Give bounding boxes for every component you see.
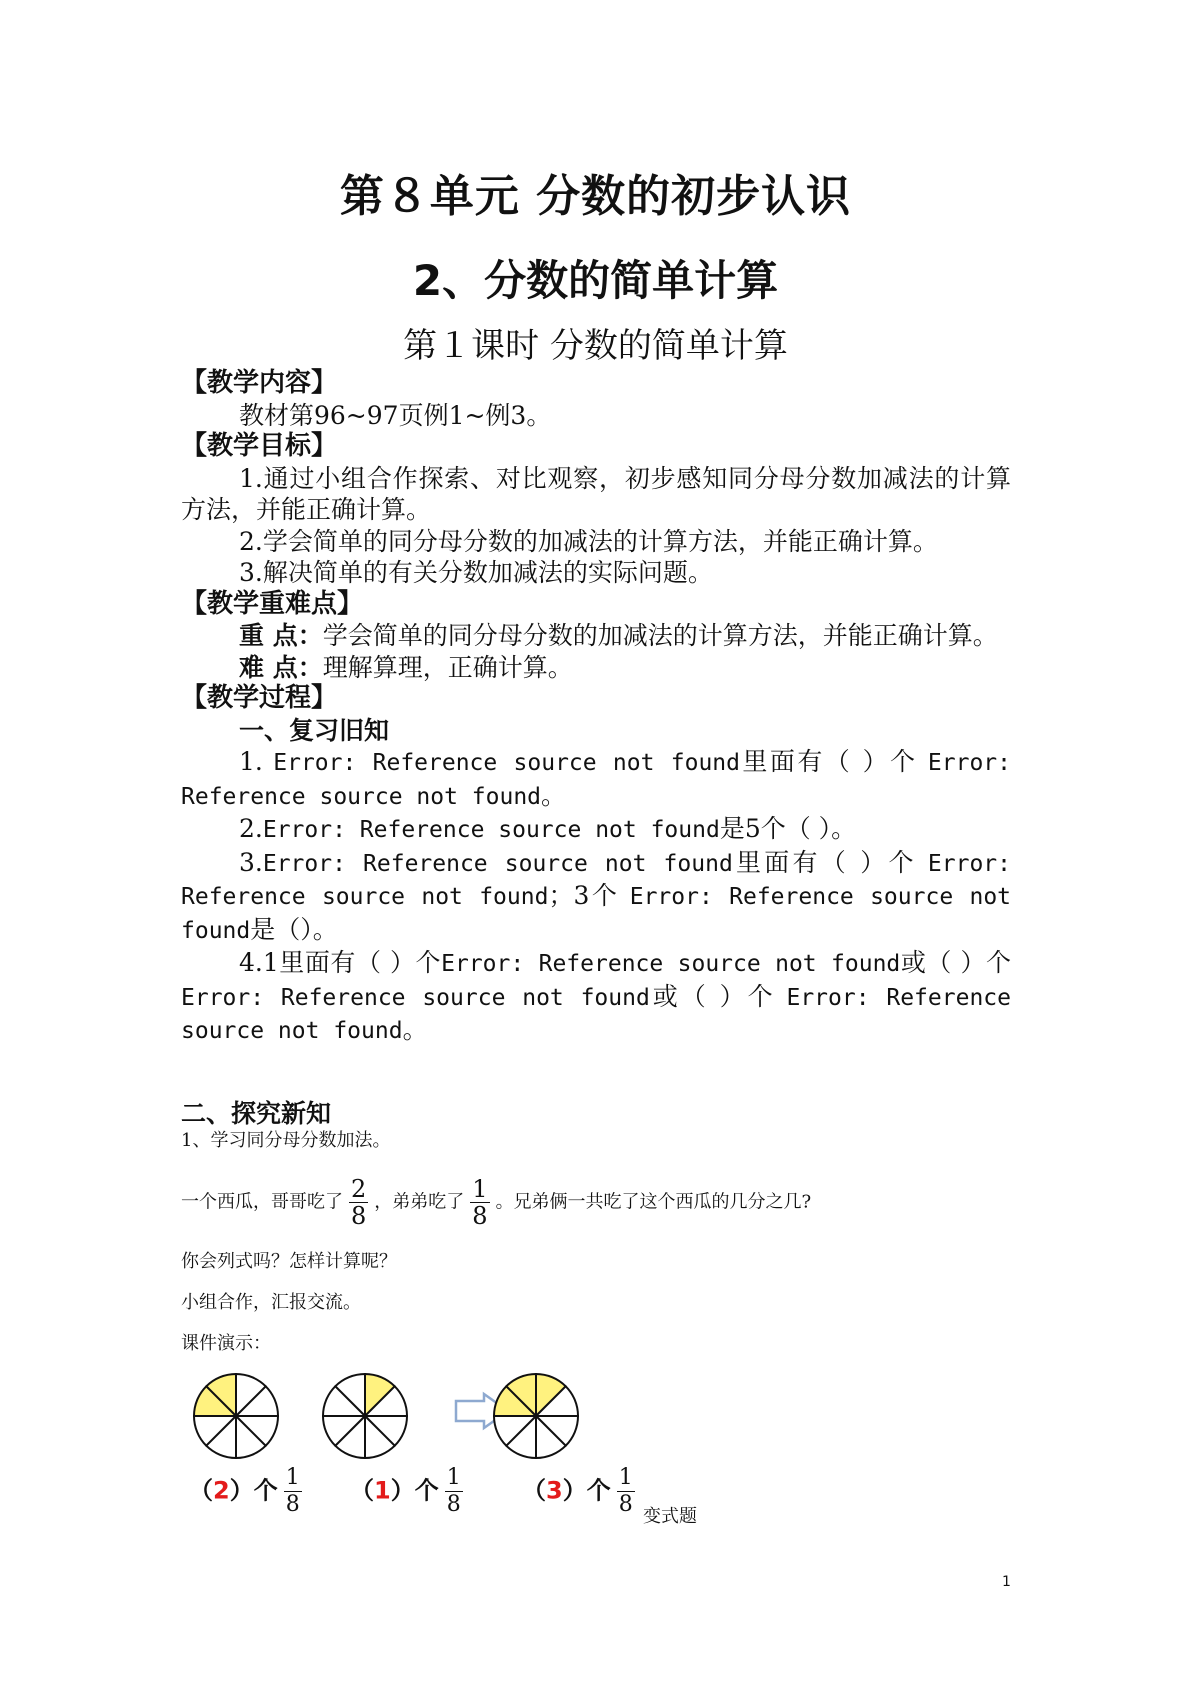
fraction-two-eighths xyxy=(349,1176,368,1229)
watermelon-question xyxy=(181,1176,811,1229)
numerator: 1 xyxy=(472,1175,488,1203)
error-text: Error: Reference source not found xyxy=(181,884,1012,944)
denominator: 8 xyxy=(446,1492,461,1517)
question-text: 。兄弟俩一共吃了这个西瓜的几分之几? xyxy=(495,1191,812,1213)
review-item-4 xyxy=(181,947,1011,1048)
unit-fraction xyxy=(284,1465,302,1518)
denominator: 8 xyxy=(351,1202,367,1230)
count-value: 3 xyxy=(546,1476,563,1505)
question-text: 一个西瓜，哥哥吃了 xyxy=(181,1191,343,1213)
count-label-1 xyxy=(189,1465,308,1518)
item-number: 3. xyxy=(239,847,263,877)
group-text: 小组合作，汇报交流。 xyxy=(181,1292,361,1313)
error-text: Error: Reference source not found xyxy=(181,984,650,1011)
item-text: 或（ ）个 xyxy=(900,948,1011,977)
item-text: 或（ ）个 xyxy=(649,981,776,1011)
key-text: 学会简单的同分母分数的加减法的计算方法，并能正确计算。 xyxy=(322,621,998,650)
item-text: 是（）。 xyxy=(250,914,338,944)
unit-title: 第８单元 分数的初步认识 xyxy=(339,171,852,222)
item-text: 。 xyxy=(402,1015,428,1044)
objective-item: 1.通过小组合作探索、对比观察，初步感知同分母分数加减法的计算方法，并能正确计算。 xyxy=(181,463,1011,524)
denominator: 8 xyxy=(472,1202,488,1230)
item-text: 是5个（ ）。 xyxy=(719,814,857,843)
review-item-2 xyxy=(181,813,1011,847)
review-heading: 一、复习旧知 xyxy=(239,715,390,745)
paren: ）个 xyxy=(229,1476,278,1505)
fraction-circle-three-eighths xyxy=(494,1374,578,1458)
key-label: 重 点： xyxy=(239,621,323,650)
count-value: 1 xyxy=(374,1476,391,1505)
denominator: 8 xyxy=(285,1492,300,1517)
item-text: 4.1里面有（ ）个 xyxy=(239,948,442,977)
numerator: 1 xyxy=(285,1465,300,1490)
paren: （ xyxy=(522,1476,546,1505)
error-text: Error: Reference source not found xyxy=(181,984,1011,1044)
paren: ）个 xyxy=(562,1476,611,1505)
item-text: 里面有（ ）个 xyxy=(732,847,917,877)
numerator: 2 xyxy=(351,1175,367,1203)
denominator: 8 xyxy=(618,1492,633,1517)
item-text: ；3个 xyxy=(548,881,620,910)
error-text: Error: Reference source not found xyxy=(441,951,901,977)
keypoints-heading: 【教学重难点】 xyxy=(181,588,364,619)
item-text: 。 xyxy=(541,780,567,810)
lesson-title: 第１课时 分数的简单计算 xyxy=(403,326,788,366)
hard-text: 理解算理，正确计算。 xyxy=(322,652,573,682)
content-text: 教材第96~97页例1~例3。 xyxy=(239,400,552,430)
ask-text: 你会列式吗？怎样计算呢？ xyxy=(181,1251,397,1272)
unit-fraction xyxy=(445,1465,463,1518)
count-label-3 xyxy=(522,1465,641,1518)
fraction-one-eighth xyxy=(470,1176,489,1229)
item-number: 2. xyxy=(239,814,263,843)
paren: （ xyxy=(350,1476,374,1505)
section-title: 2、分数的简单计算 xyxy=(412,256,779,305)
objective-item: 2.学会简单的同分母分数的加减法的计算方法，并能正确计算。 xyxy=(239,526,938,556)
error-text: Error: Reference source not found xyxy=(273,750,740,776)
key-point xyxy=(181,620,1011,652)
objectives-heading: 【教学目标】 xyxy=(181,431,338,461)
fraction-circle-one-eighth xyxy=(323,1374,407,1458)
numerator: 1 xyxy=(446,1465,461,1490)
process-heading: 【教学过程】 xyxy=(181,683,338,713)
item-number: 1. xyxy=(239,747,274,776)
objective-item: 3.解决简单的有关分数加减法的实际问题。 xyxy=(239,558,713,587)
numerator: 1 xyxy=(618,1465,633,1490)
demo-label: 课件演示： xyxy=(181,1333,271,1354)
count-label-2 xyxy=(350,1465,469,1518)
page-number: 1 xyxy=(1002,1574,1011,1590)
explore-heading: 二、探究新知 xyxy=(181,1099,332,1128)
document-body xyxy=(181,368,1011,1048)
paren: ）个 xyxy=(390,1476,439,1505)
explore-sub-heading: 1、学习同分母分数加法。 xyxy=(181,1130,391,1151)
error-text: Error: Reference source not found xyxy=(181,850,1011,910)
fraction-circle-two-eighths xyxy=(194,1374,278,1458)
unit-fraction xyxy=(617,1465,635,1518)
item-text: 里面有（ ）个 xyxy=(739,747,918,776)
error-text: Error: Reference source not found xyxy=(262,850,733,877)
hard-point xyxy=(181,652,1011,684)
review-item-1 xyxy=(181,746,1011,813)
variant-label: 变式题 xyxy=(643,1506,697,1527)
error-text: Error: Reference source not found xyxy=(262,817,720,843)
review-item-3 xyxy=(181,847,1011,948)
error-text: Error: Reference source not found xyxy=(181,750,1011,810)
content-heading: 【教学内容】 xyxy=(181,368,338,398)
hard-label: 难 点： xyxy=(239,652,323,682)
paren: （ xyxy=(189,1476,213,1505)
question-text: ，弟弟吃了 xyxy=(374,1191,465,1213)
fraction-circles-illustration xyxy=(190,1360,630,1470)
count-value: 2 xyxy=(213,1476,230,1505)
